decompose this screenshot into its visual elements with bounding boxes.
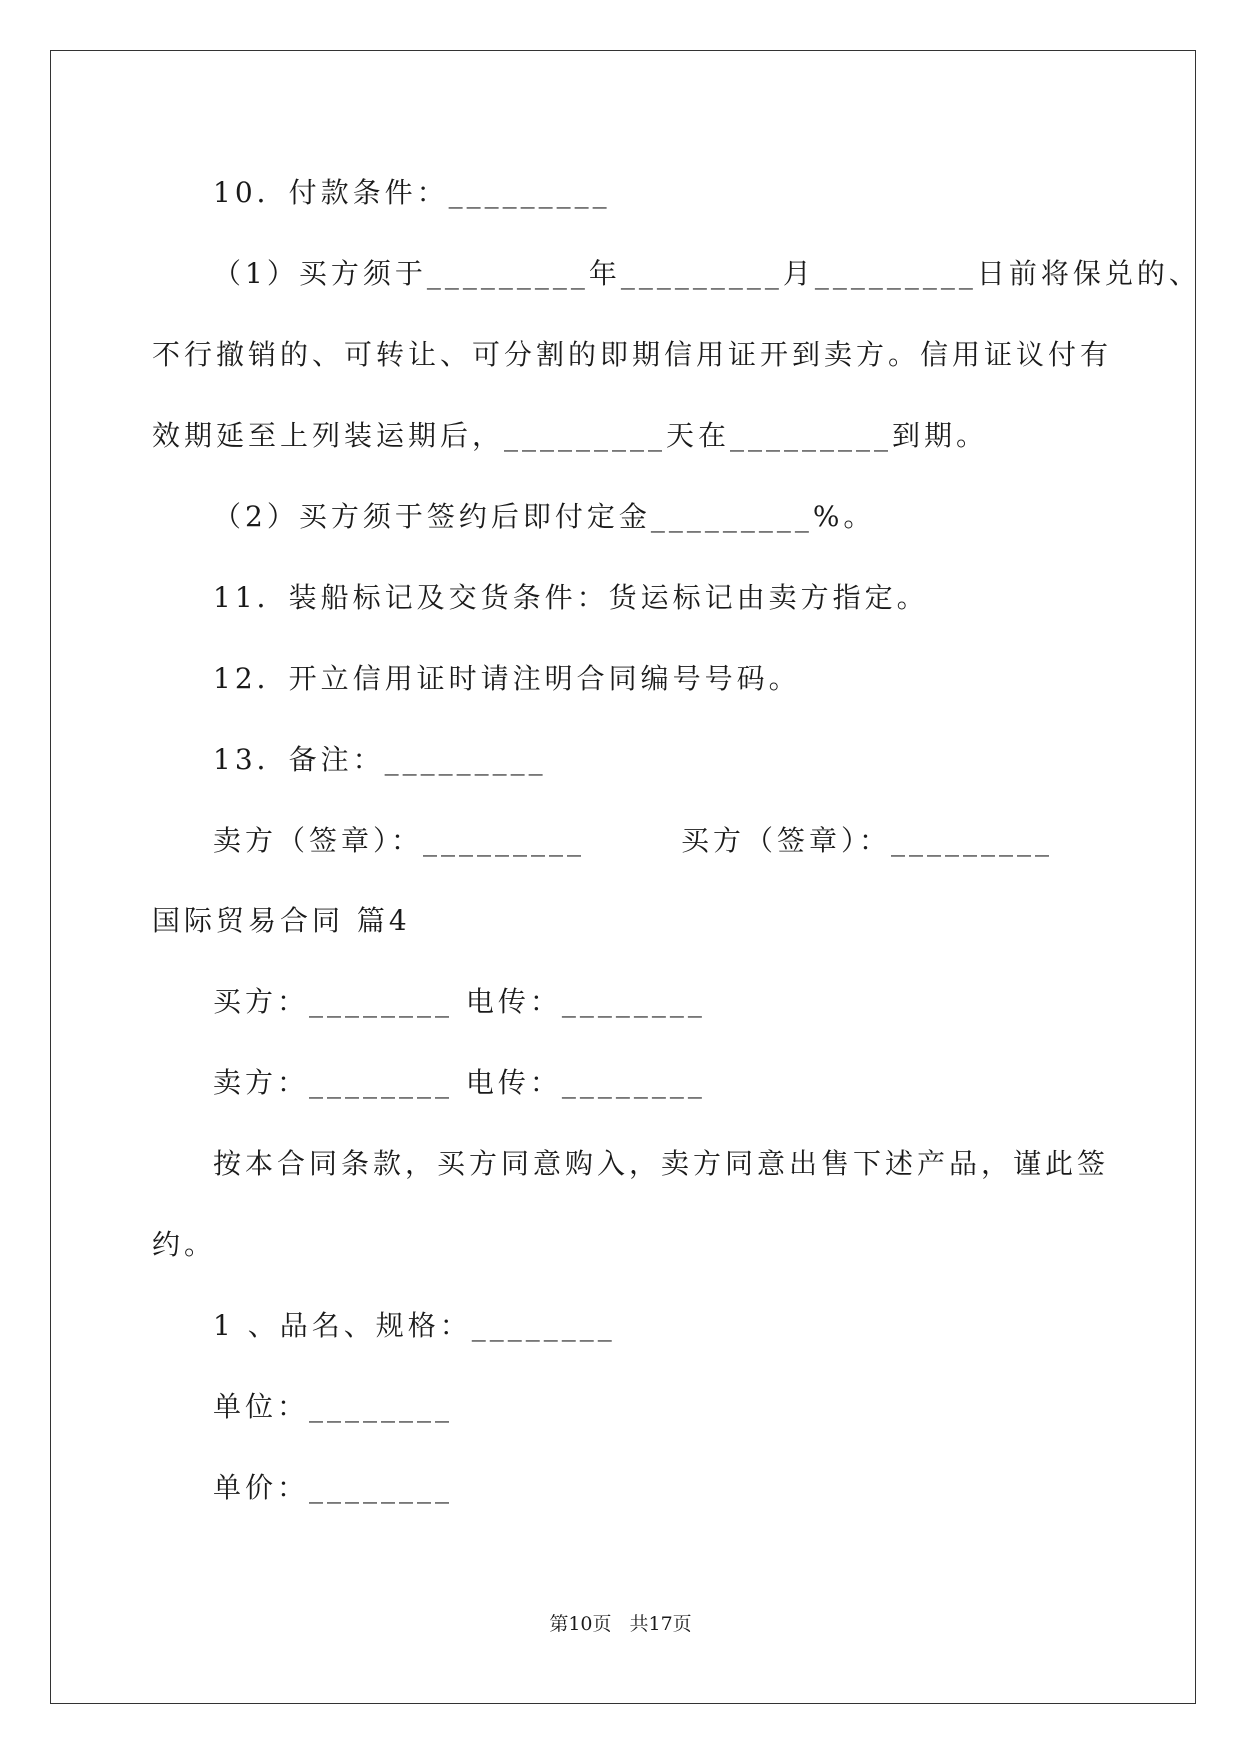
clause-13-remarks: 13．备注：_________ [213,743,547,776]
clause-10-item-1-cont-1: 不行撤销的、可转让、可分割的即期信用证开到卖方。信用证议付有 [152,338,1113,371]
section-heading: 国际贸易合同 篇4 [152,904,411,937]
clause-10-item-1-cont-2: 效期延至上列装运期后，_________天在_________到期。 [152,419,989,452]
unit-price-field: 单价：________ [213,1471,454,1504]
page-border [50,50,1196,1704]
page-number: 第10页 [549,1613,612,1635]
unit-field: 单位：________ [213,1390,454,1423]
clause-10-payment-terms: 10．付款条件：_________ [213,176,611,209]
clause-11: 11．装船标记及交货条件：货运标记由卖方指定。 [213,581,929,614]
agreement-paragraph-cont: 约。 [152,1228,217,1261]
page-total: 共17页 [629,1613,692,1635]
agreement-paragraph: 按本合同条款，买方同意购入，卖方同意出售下述产品，谨此签 [213,1147,1110,1180]
buyer-telex-line: 买方：________ 电传：________ [213,985,706,1018]
clause-10-item-2: （2）买方须于签约后即付定金_________%。 [213,500,876,533]
product-name-spec: 1 、品名、规格：________ [213,1309,616,1342]
clause-10-item-1: （1）买方须于_________年_________月_________日前将保兑的、 [213,257,1201,290]
seller-signature-field: 卖方（签章）：_________ [213,824,586,857]
seller-telex-line: 卖方：________ 电传：________ [213,1066,706,1099]
page-footer [0,1610,1241,1638]
clause-12: 12．开立信用证时请注明合同编号号码。 [213,662,801,695]
buyer-signature-field: 买方（签章）：_________ [681,824,1054,857]
